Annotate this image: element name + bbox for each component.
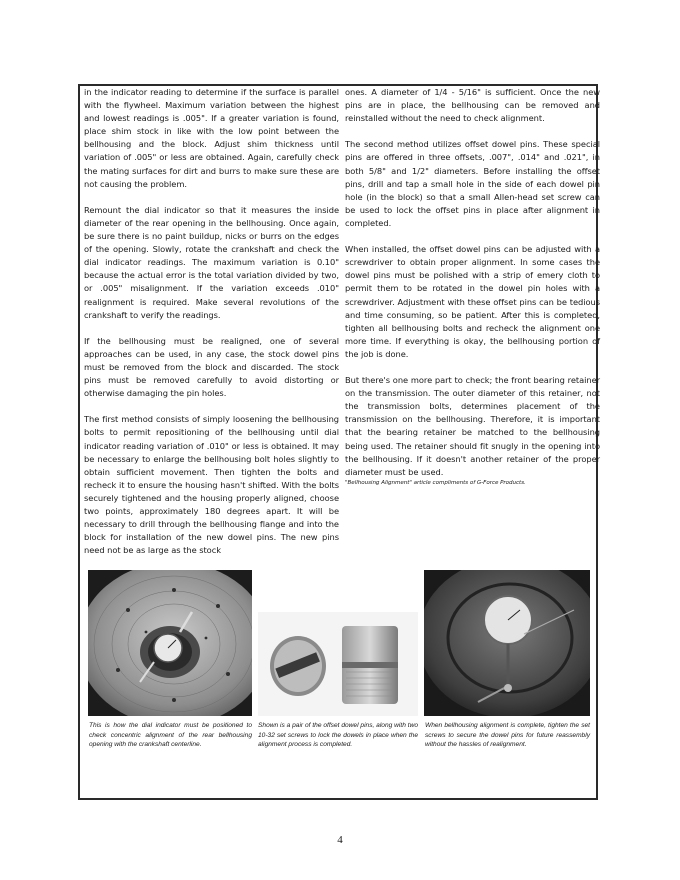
left-column	[84, 86, 339, 557]
paragraph: Remount the dial indicator so that it measures the inside diameter of the rear opening in the bellhousing. Once again, be sure there is no paint buildup, nicks or burrs on the edges of the opening. Slowly, rotate the crankshaft and check the dial indicator readings. The maximum variation is 0.10" because the actual error is the total variation divided by two, or .005" misalignment. If the variation exceeds .010" realignment is required. Make several revolutions of the crankshaft to verify the readings.	[84, 204, 339, 320]
paragraph: ones. A diameter of 1/4 - 5/16" is sufficient. Once the new pins are in place, the bellhousing can be removed and reinstalled without the need to check alignment.	[345, 87, 600, 124]
paragraph: But there's one more part to check; the front bearing retainer on the transmission. The outer diameter of this retainer, not the transmission bolts, determines placement of the transmission on the bellhousing. Therefore, it is important that the bearing retainer be matched to the bellhousing being used. The retainer should fit snugly in the opening into the bellhousing. If it doesn't another retainer of the proper diameter must be used.	[345, 375, 600, 477]
bellhousing-set-screws-photo	[424, 570, 590, 716]
photo-caption: Shown is a pair of the offset dowel pins, along with two 10-32 set screws to lock the dowels in place when the alignment process is completed.	[258, 722, 418, 749]
right-column	[345, 86, 600, 487]
article-credit: "Bellhousing Alignment" article compliments of G-Force Products.	[345, 479, 526, 486]
paragraph: When installed, the offset dowel pins can be adjusted with a screwdriver to obtain proper alignment. In some cases the dowel pins must be polished with a strip of emery cloth to permit them to be rotated in the dowel pin holes with a screwdriver. Adjustment with these offset pins can be tedious and time consuming, so be patient. After this is completed, tighten all bellhousing bolts and recheck the alignment one more time. If everything is okay, the bellhousing portion of the job is done.	[345, 244, 600, 359]
paragraph: in the indicator reading to determine if the surface is parallel with the flywheel. Maximum variation between the highest and lowest readings is .005". If a greater variation is found, place shim stock in like with the low point between the bellhousing and the block. Adjust shim thickness until variation of .005" or less are obtained. Again, carefully check the mating surfaces for dirt and burrs to make sure these are not causing the problem.	[84, 87, 339, 189]
photo-caption: This is how the dial indicator must be positioned to check concentric alignment of the rear bellhousing opening with the crankshaft centerline.	[89, 722, 252, 749]
paragraph: The second method utilizes offset dowel pins. These special pins are offered in three offsets, .007", .014" and .021", in both 5/8" and 1/2" diameters. Before installing the offset pins, drill and tap a small hole in the side of each dowel pin hole (in the block) so that a small Allen-head set screw can be used to lock the offset pins in place after alignment in completed.	[345, 139, 600, 228]
dial-indicator-photo	[88, 570, 252, 716]
paragraph: The first method consists of simply loosening the bellhousing bolts to permit repositioning of the bellhousing until dial indicator reading variation of .010" or less is obtained. It may be necessary to enlarge the bellhousing bolt holes slightly to obtain sufficient movement. Then tighten the bolts and recheck it to ensure the housing hasn't shifted. With the bolts securely tightened and the housing properly aligned, choose two points, approximately 180 degrees apart. It will be necessary to drill through the bellhousing flange and into the block for installation of the new dowel pins. The new pins need not be as large as the stock	[84, 414, 339, 556]
offset-dowel-pins-photo	[258, 612, 418, 716]
paragraph: If the bellhousing must be realigned, one of several approaches can be used, in any case, the stock dowel pins must be removed from the block and discarded. The stock pins must be removed carefully to avoid distorting or otherwise damaging the pin holes.	[84, 335, 339, 399]
page-number: 4	[337, 834, 343, 846]
photo-caption: When bellhousing alignment is complete, tighten the set screws to secure the dowel pins for future reassembly without the hassles of realignment.	[425, 722, 590, 749]
